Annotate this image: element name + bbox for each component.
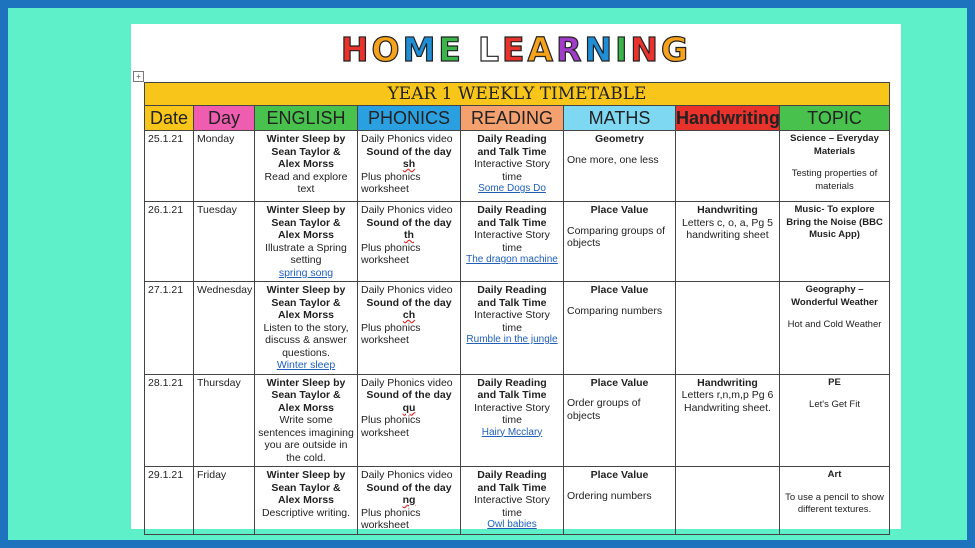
reading-cell (461, 282, 564, 375)
maths-cell (564, 374, 676, 467)
maths-title: Geometry (594, 133, 645, 145)
reading-text: Interactive Story time (474, 158, 550, 183)
topic-cell (780, 467, 890, 535)
handwriting-text: Letters r,n,m,p Pg 6 Handwriting sheet. (681, 389, 774, 414)
date-cell: 25.1.21 (145, 131, 194, 202)
header-row (145, 106, 890, 131)
phonics-extra: Plus phonics worksheet (361, 170, 421, 195)
reading-cell (461, 467, 564, 535)
phonics-sound-label: Sound of the day (366, 481, 452, 494)
english-title: Winter Sleep by (266, 133, 346, 145)
maths-cell (564, 467, 676, 535)
english-title: Winter Sleep by (266, 376, 346, 389)
english-title: Sean Taylor & (271, 296, 341, 309)
phonics-extra: Plus phonics worksheet (361, 414, 421, 439)
day-cell: Friday (194, 467, 255, 535)
english-title: Alex Morss (277, 158, 335, 170)
handwriting-title: Handwriting (697, 204, 758, 216)
reading-link[interactable]: Rumble in the jungle (466, 334, 558, 345)
english-link[interactable]: spring song (278, 266, 334, 279)
english-title: Winter Sleep by (266, 284, 346, 296)
reading-link[interactable]: Some Dogs Do (478, 183, 546, 194)
topic-title: Music- To explore Bring the Noise (BBC Music App) (786, 204, 883, 240)
handwriting-text: Letters c, o, a, Pg 5 handwriting sheet (681, 216, 774, 241)
topic-title: Science – Everyday Materials (790, 133, 879, 157)
page-title (131, 30, 901, 69)
document-page (131, 24, 901, 529)
reading-title: Daily Reading (477, 204, 547, 216)
reading-title: and Talk Time (477, 145, 547, 158)
topic-title: Art (827, 469, 842, 480)
maths-text: Ordering numbers (567, 489, 652, 502)
english-title: Winter Sleep by (266, 469, 346, 481)
date-cell: 29.1.21 (145, 467, 194, 535)
english-task: Illustrate a Spring setting (265, 241, 347, 266)
maths-cell (564, 282, 676, 375)
phonics-video: Daily Phonics video (361, 469, 453, 481)
column-header-topic: TOPIC (780, 106, 890, 131)
english-title: Alex Morss (277, 494, 335, 506)
reading-link[interactable]: The dragon machine (466, 254, 558, 265)
table-row (145, 131, 890, 202)
handwriting-cell (676, 202, 780, 282)
maths-text: Order groups of objects (567, 397, 641, 422)
topic-cell (780, 282, 890, 375)
phonics-video: Daily Phonics video (361, 204, 453, 216)
phonics-cell (358, 131, 461, 202)
reading-link[interactable]: Owl babies (487, 519, 537, 530)
handwriting-cell (676, 131, 780, 202)
handwriting-cell (676, 467, 780, 535)
date-cell: 26.1.21 (145, 202, 194, 282)
english-task: Descriptive writing. (261, 506, 351, 519)
topic-text: Testing properties of materials (791, 168, 878, 192)
phonics-extra: Plus phonics worksheet (361, 241, 421, 266)
day-cell: Tuesday (194, 202, 255, 282)
handwriting-cell (676, 282, 780, 375)
maths-title: Place Value (590, 376, 649, 389)
reading-text: Interactive Story time (474, 229, 550, 254)
phonics-video: Daily Phonics video (361, 133, 453, 145)
reading-text: Interactive Story time (474, 494, 550, 519)
phonics-sound: th (404, 229, 414, 241)
english-cell (255, 131, 358, 202)
phonics-sound: ng (402, 494, 416, 506)
maths-cell (564, 131, 676, 202)
reading-text: Interactive Story time (474, 309, 550, 334)
phonics-sound: sh (402, 158, 416, 170)
title-text: HOME LEARNING (340, 30, 692, 69)
reading-cell (461, 202, 564, 282)
english-task: Listen to the story, discuss & answer questions. (263, 321, 349, 359)
maths-title: Place Value (590, 284, 649, 296)
reading-title: Daily Reading (477, 376, 547, 389)
phonics-sound-label: Sound of the day (366, 216, 452, 229)
maths-title: Place Value (590, 469, 649, 481)
column-header-english: ENGLISH (255, 106, 358, 131)
english-title: Winter Sleep by (266, 204, 346, 216)
table-move-handle-icon[interactable]: + (133, 71, 144, 82)
english-title: Sean Taylor & (271, 481, 341, 494)
topic-title: Geography – Wonderful Weather (791, 284, 878, 308)
maths-title: Place Value (590, 204, 649, 216)
english-task: Write some sentences imagining you are outside in the cold. (258, 414, 354, 464)
topic-cell (780, 202, 890, 282)
phonics-sound-label: Sound of the day (366, 296, 452, 309)
english-title: Sean Taylor & (271, 216, 341, 229)
date-cell: 27.1.21 (145, 282, 194, 375)
phonics-extra: Plus phonics worksheet (361, 506, 421, 531)
handwriting-cell (676, 374, 780, 467)
maths-text: Comparing groups of objects (567, 224, 666, 249)
phonics-sound: qu (402, 401, 416, 414)
handwriting-title: Handwriting (697, 376, 758, 389)
phonics-video: Daily Phonics video (361, 284, 453, 296)
phonics-cell (358, 374, 461, 467)
column-header-phonics: PHONICS (358, 106, 461, 131)
day-cell: Thursday (194, 374, 255, 467)
phonics-video: Daily Phonics video (361, 376, 453, 389)
english-title: Alex Morss (277, 401, 335, 414)
column-header-day: Day (194, 106, 255, 131)
table-row (145, 467, 890, 535)
phonics-cell (358, 467, 461, 535)
phonics-cell (358, 282, 461, 375)
english-title: Sean Taylor & (271, 145, 341, 158)
column-header-reading: READING (461, 106, 564, 131)
reading-link[interactable]: Hairy Mcclary (481, 426, 543, 438)
phonics-extra: Plus phonics worksheet (361, 321, 421, 346)
table-row (145, 282, 890, 375)
table-row (145, 202, 890, 282)
topic-cell (780, 131, 890, 202)
topic-text: To use a pencil to show different textures. (785, 491, 884, 515)
maths-text: Comparing numbers (567, 304, 663, 317)
topic-text: Hot and Cold Weather (787, 319, 882, 330)
english-cell (255, 374, 358, 467)
english-task: Read and explore text (264, 170, 348, 195)
reading-title: and Talk Time (477, 481, 547, 494)
english-title: Sean Taylor & (271, 389, 341, 401)
phonics-cell (358, 202, 461, 282)
english-link[interactable]: Winter sleep (276, 359, 336, 371)
topic-title: PE (828, 376, 841, 388)
phonics-sound-label: Sound of the day (366, 145, 452, 158)
reading-title: and Talk Time (477, 216, 547, 229)
english-cell (255, 467, 358, 535)
reading-title: Daily Reading (477, 284, 547, 296)
column-header-date: Date (145, 106, 194, 131)
timetable-title: YEAR 1 WEEKLY TIMETABLE (145, 83, 890, 106)
topic-text: Let's Get Fit (809, 399, 860, 410)
english-cell (255, 202, 358, 282)
english-title: Alex Morss (277, 309, 335, 321)
table-row (145, 374, 890, 467)
reading-cell (461, 374, 564, 467)
reading-title: and Talk Time (477, 389, 547, 401)
reading-text: Interactive Story time (474, 401, 550, 426)
phonics-sound-label: Sound of the day (366, 389, 452, 401)
phonics-sound: ch (402, 309, 416, 321)
day-cell: Monday (194, 131, 255, 202)
reading-title: Daily Reading (477, 133, 547, 145)
day-cell: Wednesday (194, 282, 255, 375)
reading-cell (461, 131, 564, 202)
column-header-handwriting: Handwriting (676, 106, 780, 131)
reading-title: Daily Reading (477, 469, 547, 481)
english-title: Alex Morss (277, 229, 335, 241)
topic-cell (780, 374, 890, 467)
column-header-maths: MATHS (564, 106, 676, 131)
english-cell (255, 282, 358, 375)
reading-title: and Talk Time (477, 296, 547, 309)
date-cell: 28.1.21 (145, 374, 194, 467)
maths-cell (564, 202, 676, 282)
maths-text: One more, one less (567, 153, 659, 166)
timetable (144, 82, 890, 535)
